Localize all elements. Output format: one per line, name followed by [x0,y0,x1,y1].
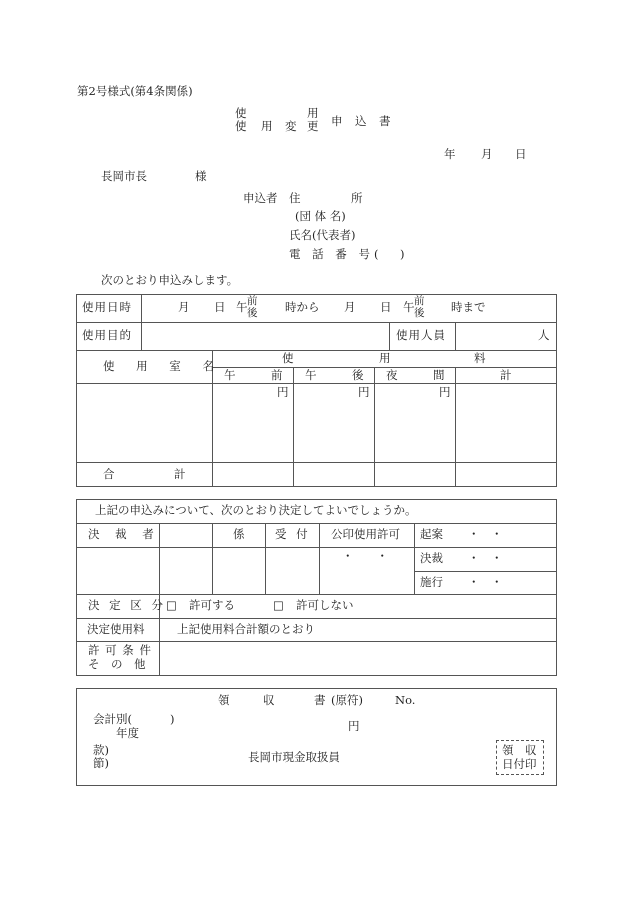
total-label-a: 合 [103,467,115,481]
receipt-title-char: 収 [263,693,275,707]
receipt-title-char: 書 [314,693,326,707]
divider [212,523,213,594]
yen-unit: 円 [439,385,451,399]
receipt-number-label: No. [395,693,416,707]
divider [374,367,375,487]
fee-header-char: 料 [474,351,486,365]
receipt-original-label: (原符) [331,693,363,707]
conditions-label-1: 許 可 条 件 [88,643,152,657]
fiscal-year-label: 年度 [116,726,139,740]
am-pm-until: 午 [403,300,415,314]
pm-label: 後 [414,306,425,319]
kan-label: 款) [93,743,109,757]
form-number: 第2号様式(第4条関係) [77,84,193,98]
from-label: 時から [285,300,320,314]
setsu-label: 節) [93,756,109,770]
divider [293,367,294,487]
title-char: 使 [235,118,247,133]
applicant-label: 申込者 [243,191,278,205]
divider [76,641,557,642]
fee-col-total: 計 [500,368,512,382]
am-pm-from: 午 [236,300,248,314]
title-char: 用 [307,106,319,120]
receipt-title-char: 領 [218,693,230,707]
day-until: 日 [380,300,392,314]
am-label: 前 [414,295,425,307]
enforce-date-dots: ・ ・ [468,575,503,589]
addressee-name: 長岡市長 [101,169,147,183]
permit-option-label: 許可する [189,598,235,612]
stamp-label-1: 領 収 [502,743,537,757]
divider [76,383,557,384]
addressee-honorific: 様 [195,169,207,183]
divider [76,618,557,619]
fee-col-night-b: 間 [433,368,445,382]
divider [414,571,557,572]
divider [265,523,266,594]
divider [455,322,456,350]
am-label: 前 [247,295,258,307]
reception-label: 受 付 [275,527,311,541]
permit-checkbox[interactable]: □ [166,598,177,612]
representative-name-label: 氏名(代表者) [289,228,356,242]
seal-date-dots: ・ ・ [342,549,388,563]
stamp-label-2: 日付印 [502,757,537,771]
enforce-label: 施行 [420,575,443,589]
month-from: 月 [178,300,190,314]
fee-header-char: 使 [282,351,294,365]
phone-paren-open: ( [374,247,379,261]
divider [414,523,415,594]
phone-label: 電 話 番 号 [289,247,374,261]
title-char: 込 [355,114,367,128]
decided-fee-label: 決定使用料 [87,622,145,636]
total-label-b: 計 [174,467,186,481]
pm-label: 後 [247,306,258,319]
approval-date-dots: ・ ・ [468,551,503,565]
fee-col-afternoon-a: 午 [305,368,317,382]
divider [76,523,557,524]
phone-paren-close: ) [400,247,405,261]
fee-col-morning-a: 午 [224,368,236,382]
yen-unit: 円 [358,385,370,399]
fee-header-char: 用 [379,351,391,365]
divider [141,294,142,350]
title-stack-right [307,107,319,132]
title-stack-left [235,107,247,132]
kakari-label: 係 [233,527,245,541]
conditions-label-2: そ の 他 [88,657,146,671]
day-from: 日 [214,300,226,314]
approval-label: 決裁 [420,551,443,565]
receipt-yen: 円 [348,719,360,733]
decision-category-label: 決 定 区 分 [88,598,166,612]
seal-permit-label: 公印使用許可 [331,527,400,541]
people-label: 使用人員 [396,328,446,342]
divider [455,367,456,487]
fee-col-morning-b: 前 [271,368,283,382]
am-pm-from-stack [247,296,258,319]
deny-option-label: 許可しない [296,598,354,612]
date-day: 日 [515,147,527,161]
intro-text: 次のとおり申込みします。 [101,273,239,287]
divider [76,547,557,548]
title-char: 申 [331,114,343,128]
people-unit: 人 [538,328,550,342]
account-label: 会計別( [93,712,132,726]
divider [319,523,320,594]
title-char: 用 [261,119,273,133]
title-char: 変 [285,119,297,133]
approver-label: 決 裁 者 [88,527,160,541]
divider [76,322,557,323]
title-char: 使 [235,106,247,120]
month-until: 月 [344,300,356,314]
until-label: 時まで [451,300,486,314]
date-year: 年 [444,147,456,161]
draft-label: 起案 [420,527,443,541]
date-month: 月 [481,147,493,161]
group-name-label: (団 体 名) [295,209,346,223]
datetime-label: 使用日時 [82,300,132,314]
divider [389,322,390,350]
address-label-a: 住 [289,191,301,205]
yen-unit: 円 [277,385,289,399]
fee-col-night-a: 夜 [386,368,398,382]
title-char: 更 [307,118,319,133]
fee-col-afternoon-b: 後 [352,368,364,382]
divider [76,594,557,595]
title-char: 書 [379,114,391,128]
purpose-label: 使用目的 [82,328,132,342]
divider [76,462,557,463]
draft-date-dots: ・ ・ [468,527,503,541]
decided-fee-value: 上記使用料合計額のとおり [177,622,315,636]
deny-checkbox[interactable]: □ [273,598,284,612]
address-label-b: 所 [351,191,363,205]
cashier-label: 長岡市現金取扱員 [248,750,340,764]
decision-question: 上記の申込みについて、次のとおり決定してよいでしょうか。 [95,503,417,517]
account-close-paren: ) [170,712,175,726]
room-name-label: 使 用 室 名 [103,359,223,373]
am-pm-until-stack [414,296,425,319]
